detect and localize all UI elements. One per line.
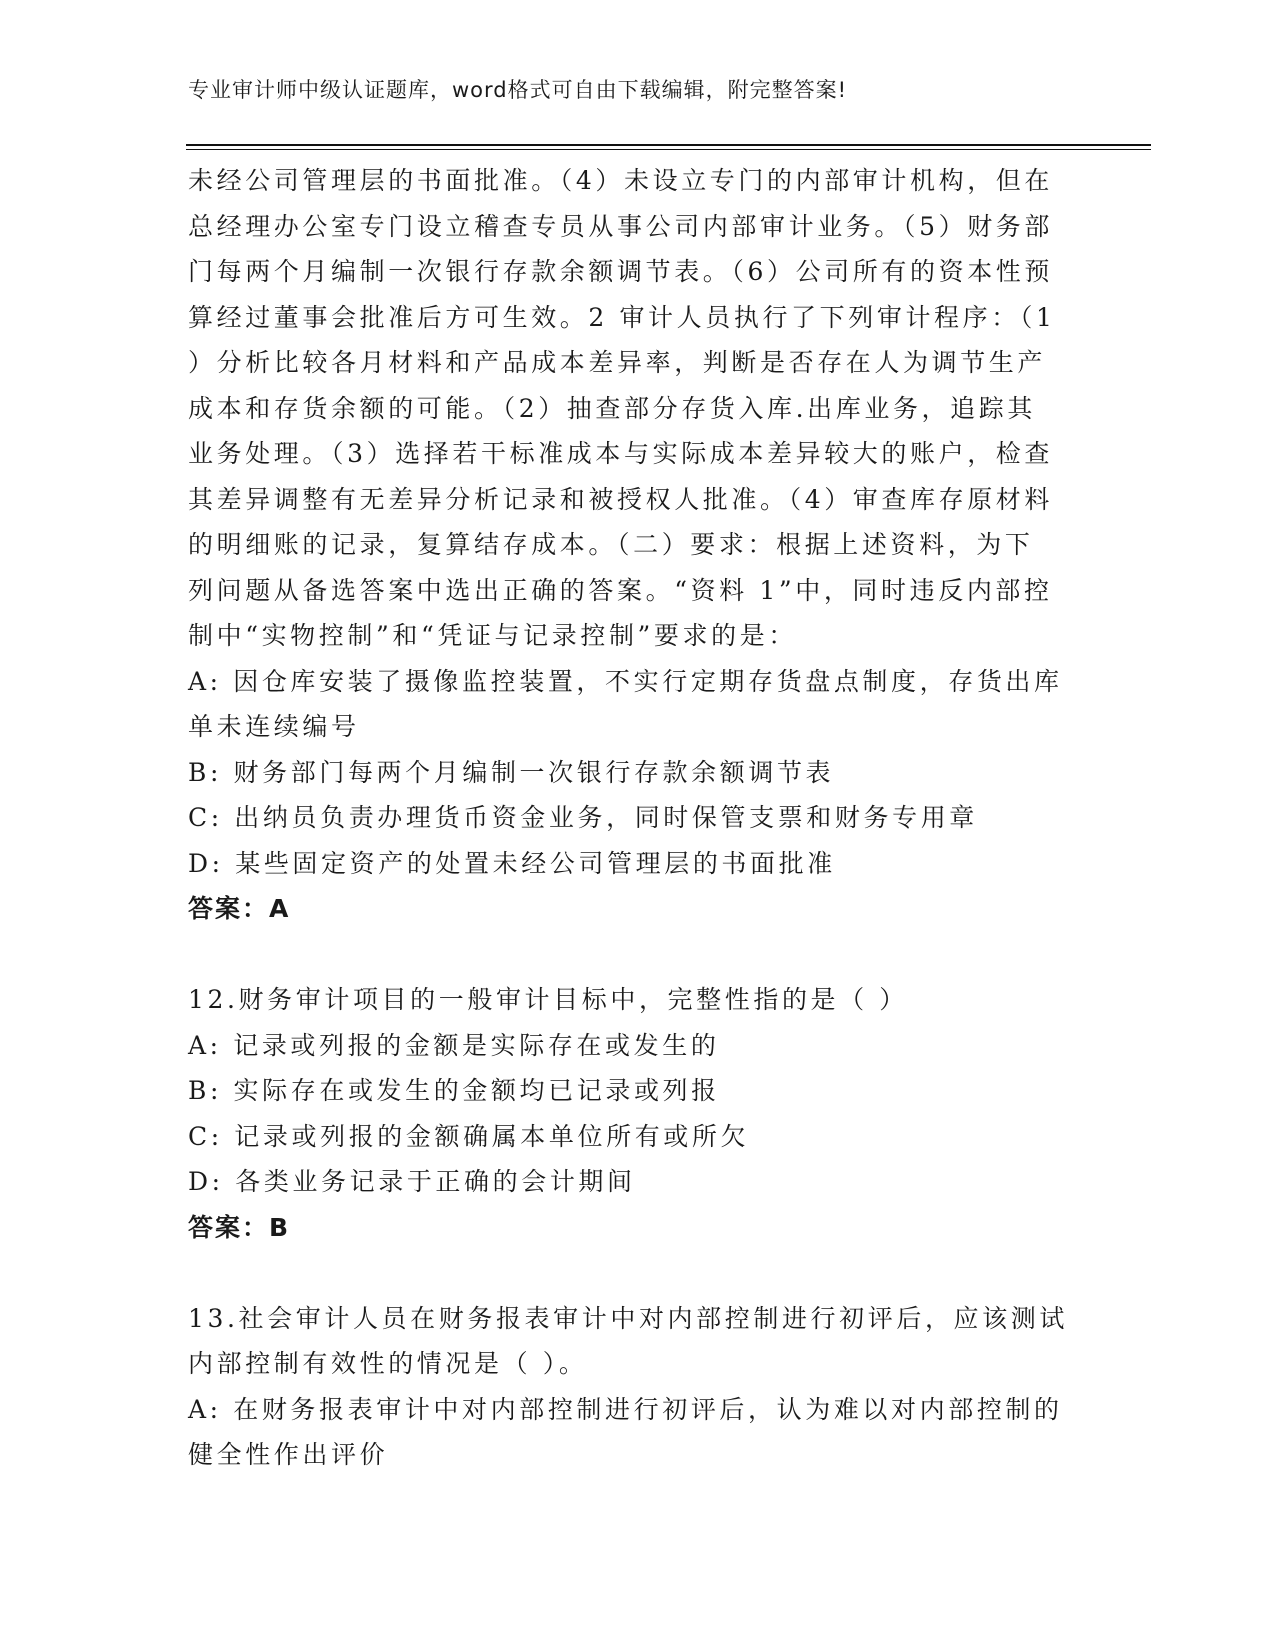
- answer-label: 答案：A: [188, 894, 291, 923]
- question-13-continued: 内部控制有效性的情况是（ ）。: [188, 1349, 588, 1378]
- spacer: [188, 932, 1088, 978]
- option-a-continued: 健全性作出评价: [188, 1440, 389, 1469]
- option-a: A: 因仓库安装了摄像监控装置，不实行定期存货盘点制度，存货出库: [188, 666, 1063, 696]
- answer-label: 答案：B: [188, 1212, 291, 1242]
- option-c: C: 记录或列报的金额确属本单位所有或所欠: [188, 1121, 750, 1151]
- option-d: D: 各类业务记录于正确的会计期间: [188, 1167, 636, 1196]
- option-b: B: 财务部门每两个月编制一次银行存款余额调节表: [188, 757, 835, 787]
- header-divider: [186, 144, 1151, 150]
- text-line: 算经过董事会批准后方可生效。2 审计人员执行了下列审计程序：（1: [188, 302, 1056, 332]
- text-line: 列问题从备选答案中选出正确的答案。“资料 1”中，同时违反内部控: [188, 575, 1053, 605]
- text-line: 未经公司管理层的书面批准。（4）未设立专门的内部审计机构，但在: [188, 166, 1054, 195]
- option-a: A: 在财务报表审计中对内部控制进行初评后，认为难以对内部控制的: [188, 1394, 1063, 1424]
- page-header: 专业审计师中级认证题库，word格式可自由下载编辑，附完整答案!: [188, 78, 848, 102]
- document-body: [188, 158, 1088, 1478]
- text-line: 业务处理。（3）选择若干标准成本与实际成本差异较大的账户，检查: [188, 439, 1054, 468]
- option-c: C: 出纳员负责办理货币资金业务，同时保管支票和财务专用章: [188, 803, 978, 832]
- option-b: B: 实际存在或发生的金额均已记录或列报: [188, 1076, 720, 1105]
- option-a: A: 记录或列报的金额是实际存在或发生的: [188, 1030, 720, 1060]
- text-line: ）分析比较各月材料和产品成本差异率，判断是否存在人为调节生产: [188, 348, 1047, 377]
- question-13: 13.社会审计人员在财务报表审计中对内部控制进行初评后，应该测试: [188, 1303, 1068, 1333]
- option-a-continued: 单未连续编号: [188, 712, 360, 741]
- spacer: [188, 1250, 1088, 1296]
- question-prompt: 制中“实物控制”和“凭证与记录控制”要求的是：: [188, 621, 797, 650]
- text-line: 成本和存货余额的可能。（2）抽查部分存货入库.出库业务，追踪其: [188, 393, 1036, 423]
- text-line: 的明细账的记录，复算结存成本。（二）要求：根据上述资料，为下: [188, 530, 1034, 559]
- option-d: D: 某些固定资产的处置未经公司管理层的书面批准: [188, 848, 836, 878]
- text-line: 其差异调整有无差异分析记录和被授权人批准。（4）审查库存原材料: [188, 484, 1054, 514]
- text-line: 门每两个月编制一次银行存款余额调节表。（6）公司所有的资本性预: [188, 257, 1054, 286]
- text-line: 总经理办公室专门设立稽查专员从事公司内部审计业务。（5）财务部: [188, 211, 1054, 241]
- question-12: 12.财务审计项目的一般审计目标中，完整性指的是（ ）: [188, 985, 908, 1014]
